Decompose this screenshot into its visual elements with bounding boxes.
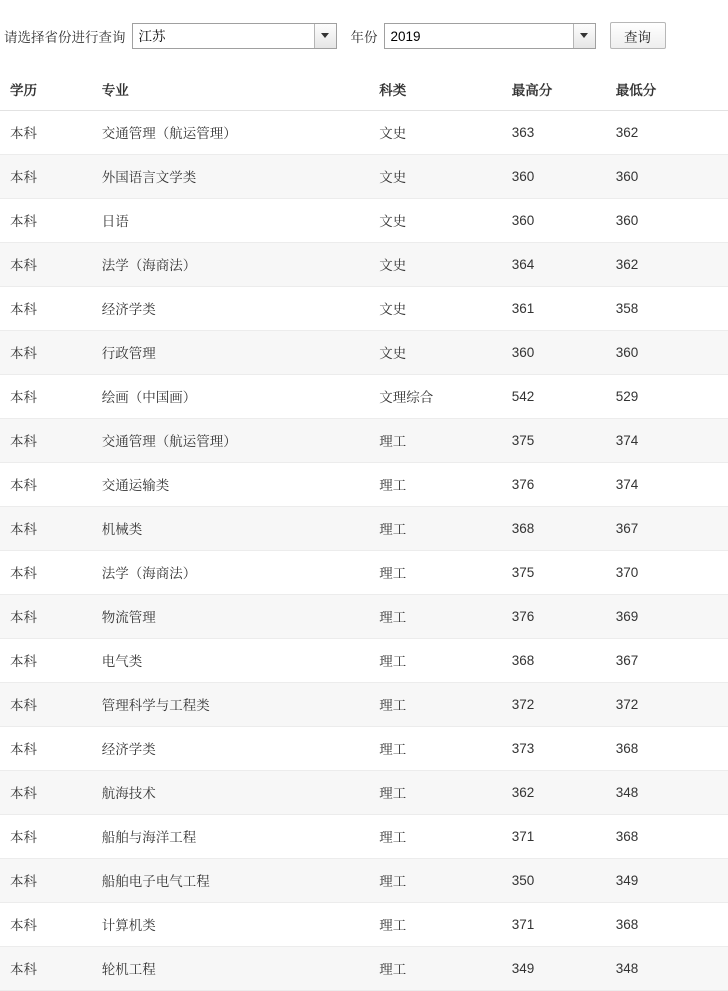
table-row bbox=[0, 815, 728, 859]
cell-min-score: 348 bbox=[614, 947, 728, 991]
cell-min-score: 358 bbox=[614, 287, 728, 331]
cell-max-score: 372 bbox=[510, 683, 614, 727]
cell-min-score: 368 bbox=[614, 903, 728, 947]
cell-education: 本科 bbox=[0, 507, 92, 551]
cell-min-score: 368 bbox=[614, 727, 728, 771]
cell-min-score: 349 bbox=[614, 859, 728, 903]
cell-max-score: 371 bbox=[510, 815, 614, 859]
cell-major: 航海技术 bbox=[92, 771, 377, 815]
cell-education: 本科 bbox=[0, 771, 92, 815]
cell-category: 理工 bbox=[377, 727, 510, 771]
cell-max-score: 364 bbox=[510, 243, 614, 287]
table-body bbox=[0, 111, 728, 991]
cell-category: 理工 bbox=[377, 507, 510, 551]
cell-max-score: 542 bbox=[510, 375, 614, 419]
table-header bbox=[0, 69, 728, 111]
cell-min-score: 362 bbox=[614, 243, 728, 287]
cell-education: 本科 bbox=[0, 199, 92, 243]
cell-max-score: 360 bbox=[510, 155, 614, 199]
cell-max-score: 375 bbox=[510, 551, 614, 595]
table-row bbox=[0, 903, 728, 947]
cell-category: 理工 bbox=[377, 815, 510, 859]
query-submit-button[interactable]: 查询 bbox=[610, 22, 666, 49]
cell-education: 本科 bbox=[0, 903, 92, 947]
cell-min-score: 369 bbox=[614, 595, 728, 639]
cell-min-score: 374 bbox=[614, 463, 728, 507]
table-row bbox=[0, 859, 728, 903]
cell-major: 交通管理（航运管理） bbox=[92, 111, 377, 155]
cell-max-score: 376 bbox=[510, 595, 614, 639]
table-row bbox=[0, 727, 728, 771]
cell-category: 文理综合 bbox=[377, 375, 510, 419]
cell-max-score: 361 bbox=[510, 287, 614, 331]
table-row bbox=[0, 551, 728, 595]
cell-major: 法学（海商法） bbox=[92, 551, 377, 595]
cell-education: 本科 bbox=[0, 859, 92, 903]
table-row bbox=[0, 639, 728, 683]
table-row bbox=[0, 287, 728, 331]
table-row bbox=[0, 155, 728, 199]
table-row bbox=[0, 947, 728, 991]
table-row bbox=[0, 771, 728, 815]
cell-major: 计算机类 bbox=[92, 903, 377, 947]
cell-major: 船舶电子电气工程 bbox=[92, 859, 377, 903]
cell-education: 本科 bbox=[0, 683, 92, 727]
cell-education: 本科 bbox=[0, 243, 92, 287]
cell-category: 理工 bbox=[377, 903, 510, 947]
cell-education: 本科 bbox=[0, 331, 92, 375]
cell-category: 文史 bbox=[377, 199, 510, 243]
cell-min-score: 367 bbox=[614, 507, 728, 551]
cell-education: 本科 bbox=[0, 111, 92, 155]
cell-max-score: 371 bbox=[510, 903, 614, 947]
query-toolbar bbox=[0, 0, 728, 69]
cell-max-score: 363 bbox=[510, 111, 614, 155]
cell-max-score: 362 bbox=[510, 771, 614, 815]
cell-min-score: 368 bbox=[614, 815, 728, 859]
cell-max-score: 349 bbox=[510, 947, 614, 991]
cell-min-score: 348 bbox=[614, 771, 728, 815]
cell-min-score: 360 bbox=[614, 199, 728, 243]
cell-category: 文史 bbox=[377, 331, 510, 375]
cell-education: 本科 bbox=[0, 375, 92, 419]
cell-max-score: 368 bbox=[510, 507, 614, 551]
cell-max-score: 375 bbox=[510, 419, 614, 463]
cell-major: 电气类 bbox=[92, 639, 377, 683]
province-select-wrapper[interactable] bbox=[132, 23, 337, 49]
cell-major: 外国语言文学类 bbox=[92, 155, 377, 199]
year-select[interactable] bbox=[384, 23, 596, 49]
cell-max-score: 360 bbox=[510, 331, 614, 375]
column-header-education: 学历 bbox=[0, 69, 92, 111]
cell-education: 本科 bbox=[0, 595, 92, 639]
cell-min-score: 372 bbox=[614, 683, 728, 727]
cell-category: 理工 bbox=[377, 419, 510, 463]
cell-major: 经济学类 bbox=[92, 727, 377, 771]
cell-major: 船舶与海洋工程 bbox=[92, 815, 377, 859]
cell-min-score: 367 bbox=[614, 639, 728, 683]
cell-major: 管理科学与工程类 bbox=[92, 683, 377, 727]
year-select-wrapper[interactable] bbox=[384, 23, 596, 49]
cell-min-score: 370 bbox=[614, 551, 728, 595]
province-query-label: 请选择省份进行查询 bbox=[4, 29, 126, 45]
table-row bbox=[0, 419, 728, 463]
table-row bbox=[0, 683, 728, 727]
cell-category: 理工 bbox=[377, 771, 510, 815]
cell-category: 理工 bbox=[377, 947, 510, 991]
cell-major: 法学（海商法） bbox=[92, 243, 377, 287]
cell-education: 本科 bbox=[0, 551, 92, 595]
cell-category: 理工 bbox=[377, 463, 510, 507]
cell-major: 行政管理 bbox=[92, 331, 377, 375]
cell-education: 本科 bbox=[0, 727, 92, 771]
cell-education: 本科 bbox=[0, 419, 92, 463]
cell-min-score: 362 bbox=[614, 111, 728, 155]
cell-max-score: 350 bbox=[510, 859, 614, 903]
cell-category: 理工 bbox=[377, 595, 510, 639]
cell-category: 理工 bbox=[377, 859, 510, 903]
cell-category: 文史 bbox=[377, 287, 510, 331]
cell-max-score: 373 bbox=[510, 727, 614, 771]
cell-category: 理工 bbox=[377, 639, 510, 683]
column-header-max-score: 最高分 bbox=[510, 69, 614, 111]
cell-category: 理工 bbox=[377, 683, 510, 727]
cell-education: 本科 bbox=[0, 155, 92, 199]
cell-category: 文史 bbox=[377, 243, 510, 287]
column-header-category: 科类 bbox=[377, 69, 510, 111]
cell-category: 文史 bbox=[377, 111, 510, 155]
table-row bbox=[0, 111, 728, 155]
cell-max-score: 376 bbox=[510, 463, 614, 507]
table-row bbox=[0, 375, 728, 419]
cell-education: 本科 bbox=[0, 287, 92, 331]
year-label: 年份 bbox=[350, 29, 378, 45]
cell-major: 绘画（中国画） bbox=[92, 375, 377, 419]
table-row bbox=[0, 463, 728, 507]
column-header-major: 专业 bbox=[92, 69, 377, 111]
cell-category: 理工 bbox=[377, 551, 510, 595]
cell-major: 日语 bbox=[92, 199, 377, 243]
cell-min-score: 360 bbox=[614, 155, 728, 199]
cell-category: 文史 bbox=[377, 155, 510, 199]
cell-education: 本科 bbox=[0, 815, 92, 859]
table-row bbox=[0, 507, 728, 551]
cell-max-score: 368 bbox=[510, 639, 614, 683]
cell-major: 经济学类 bbox=[92, 287, 377, 331]
cell-max-score: 360 bbox=[510, 199, 614, 243]
cell-education: 本科 bbox=[0, 947, 92, 991]
table-header-row bbox=[0, 69, 728, 111]
cell-major: 轮机工程 bbox=[92, 947, 377, 991]
score-table bbox=[0, 69, 728, 991]
cell-min-score: 360 bbox=[614, 331, 728, 375]
cell-education: 本科 bbox=[0, 639, 92, 683]
cell-min-score: 374 bbox=[614, 419, 728, 463]
cell-major: 机械类 bbox=[92, 507, 377, 551]
column-header-min-score: 最低分 bbox=[614, 69, 728, 111]
cell-major: 交通管理（航运管理） bbox=[92, 419, 377, 463]
cell-education: 本科 bbox=[0, 463, 92, 507]
cell-min-score: 529 bbox=[614, 375, 728, 419]
table-row bbox=[0, 243, 728, 287]
cell-major: 交通运输类 bbox=[92, 463, 377, 507]
table-row bbox=[0, 595, 728, 639]
table-row bbox=[0, 199, 728, 243]
table-row bbox=[0, 331, 728, 375]
cell-major: 物流管理 bbox=[92, 595, 377, 639]
province-select[interactable] bbox=[132, 23, 337, 49]
